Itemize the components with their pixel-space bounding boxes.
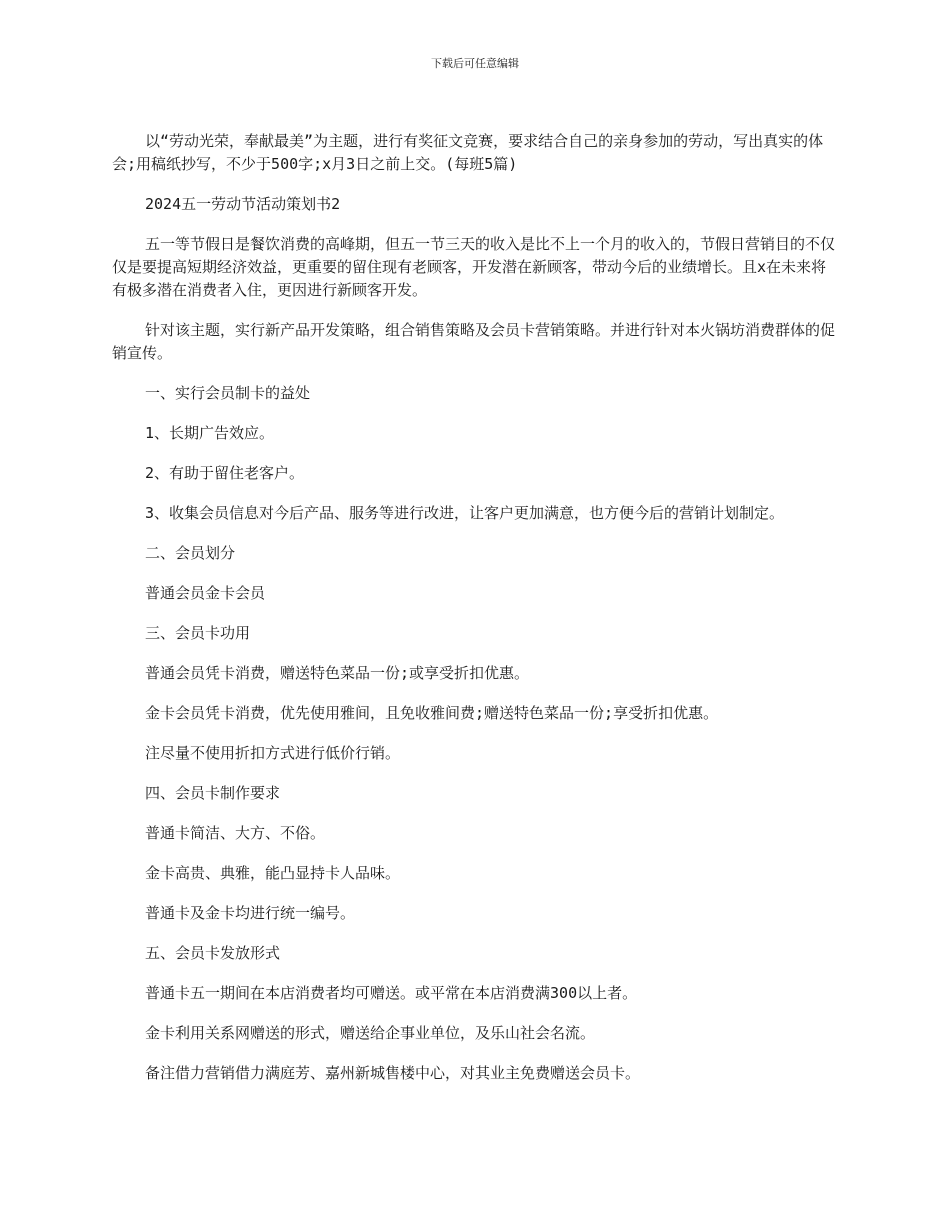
- paragraph-gold-card-distribution: 金卡利用关系网赠送的形式，赠送给企事业单位，及乐山社会名流。: [145, 1024, 596, 1042]
- paragraph-discount-note: 注尽量不使用折扣方式进行低价行销。: [145, 744, 401, 762]
- heading-member-tiers: 二、会员划分: [145, 544, 236, 562]
- paragraph-holiday-marketing: 五一等节假日是餐饮消费的高峰期，但五一节三天的收入是比不上一个月的收入的，节假日营销目的不仅仅是要提高短期经济效益，更重要的留住现有老顾客，开发潜在新顾客，带动今后的业绩增长。且x在未来将有极多潜在消费者入住，更因进行新顾客开发。: [112, 235, 836, 299]
- heading-card-distribution: 五、会员卡发放形式: [145, 944, 281, 962]
- section-title-plan-2: 2024五一劳动节活动策划书2: [145, 195, 341, 213]
- list-item-benefit-3: 3、收集会员信息对今后产品、服务等进行改进，让客户更加满意，也方便今后的营销计划制定。: [145, 504, 785, 522]
- list-item-benefit-1: 1、长期广告效应。: [145, 424, 275, 442]
- paragraph-regular-card-function: 普通会员凭卡消费，赠送特色菜品一份;或享受折扣优惠。: [145, 664, 530, 682]
- paragraph-regular-card-distribution: 普通卡五一期间在本店消费者均可赠送。或平常在本店消费满300以上者。: [145, 984, 638, 1002]
- paragraph-gold-card-design: 金卡高贵、典雅，能凸显持卡人品味。: [145, 864, 401, 882]
- list-item-benefit-2: 2、有助于留住老客户。: [145, 464, 305, 482]
- paragraph-essay-contest: 以“劳动光荣，奉献最美”为主题，进行有奖征文竞赛，要求结合自己的亲身参加的劳动，写出真实的体会;用稿纸抄写，不少于500字;x月3日之前上交。(每班5篇): [112, 132, 824, 173]
- document-body: [112, 130, 837, 1102]
- paragraph-remark: 备注借力营销借力满庭芳、嘉州新城售楼中心，对其业主免费赠送会员卡。: [145, 1064, 641, 1082]
- paragraph-member-tiers: 普通会员金卡会员: [145, 584, 266, 602]
- paragraph-card-numbering: 普通卡及金卡均进行统一编号。: [145, 904, 356, 922]
- heading-membership-benefits: 一、实行会员制卡的益处: [145, 384, 311, 402]
- heading-card-design: 四、会员卡制作要求: [145, 784, 281, 802]
- paragraph-gold-card-function: 金卡会员凭卡消费，优先使用雅间，且免收雅间费;赠送特色菜品一份;享受折扣优惠。: [145, 704, 719, 722]
- paragraph-regular-card-design: 普通卡简洁、大方、不俗。: [145, 824, 326, 842]
- page-header-note: 下载后可任意编辑: [431, 57, 519, 70]
- paragraph-strategy: 针对该主题，实行新产品开发策略，组合销售策略及会员卡营销策略。并进行针对本火锅坊消费群体的促销宣传。: [112, 321, 836, 362]
- heading-card-functions: 三、会员卡功用: [145, 624, 251, 642]
